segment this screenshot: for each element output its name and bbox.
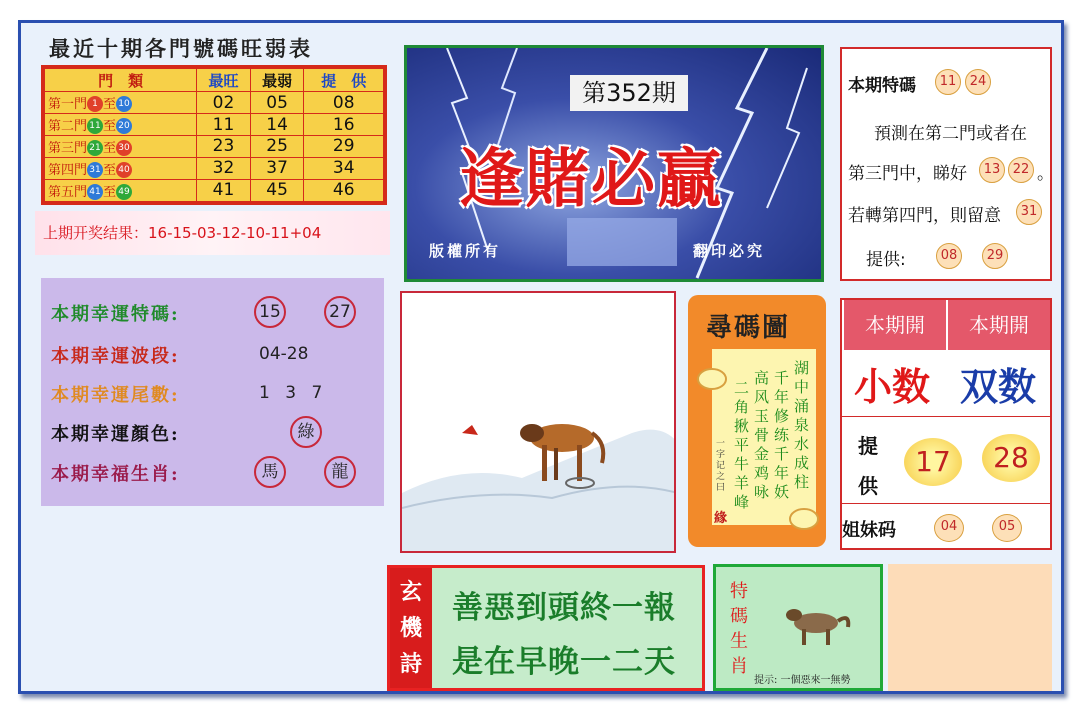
lucky-wave-label: 本期幸運波段: (51, 346, 180, 367)
code-ball: 22 (1008, 157, 1034, 183)
door-name: 第二門 (48, 118, 88, 134)
hot-cell: 23 (197, 136, 251, 158)
scroll-note: 一字记之曰 (716, 439, 726, 493)
poster-frame (18, 20, 1064, 694)
number-ball: 41 (87, 184, 103, 200)
lucky-zodiac-ball: 馬 (254, 456, 286, 488)
dog-illustration (400, 291, 676, 553)
hot-cell: 11 (197, 114, 251, 136)
table-title: 最近十期各門號碼旺弱表 (49, 36, 313, 61)
sister-ball: 05 (992, 514, 1022, 542)
table-row (45, 179, 384, 201)
header-cold: 最弱 (250, 69, 304, 92)
code-ball: 24 (965, 69, 991, 95)
offer-cell: 29 (304, 136, 384, 158)
copyright-note: 版權所有 (429, 242, 502, 260)
code-ball: 29 (982, 243, 1008, 269)
header-hot: 最旺 (197, 69, 251, 92)
code-ball: 11 (935, 69, 961, 95)
header-door: 門 類 (45, 69, 197, 92)
lucky-tail-value: 1 3 7 (259, 383, 328, 403)
mystic-poem (387, 565, 705, 691)
blurred-area (567, 218, 677, 266)
hot-cell: 32 (197, 157, 251, 179)
offer-cell: 46 (304, 179, 384, 201)
prediction-box (840, 47, 1052, 281)
number-ball: 20 (116, 118, 132, 134)
lucky-zodiac-ball: 龍 (324, 456, 356, 488)
code-seek-scroll (686, 293, 828, 549)
lucky-special-ball: 27 (324, 296, 356, 328)
door-stats-table (41, 65, 387, 205)
dog-scene-graphic (402, 293, 676, 553)
to-label: 至 (103, 118, 117, 134)
lucky-zodiac-label: 本期幸福生肖: (51, 464, 180, 485)
lucky-panel (41, 278, 384, 506)
door-name: 第五門 (48, 184, 88, 200)
special-zodiac-box (713, 564, 883, 691)
poem-side-label: 玄機詩 (390, 568, 432, 688)
special-code-label: 本期特碼 (848, 76, 916, 96)
cold-cell: 05 (250, 92, 304, 114)
result-parity: 双数 (960, 364, 1037, 409)
lucky-tail-label: 本期幸運尾數: (51, 385, 180, 406)
door-cell (45, 92, 197, 114)
last-result: 上期开奖结果：16-15-03-12-10-11+04 (35, 211, 390, 255)
prediction-line-2-end: 。 (1037, 164, 1054, 184)
offer-ball: 28 (982, 434, 1040, 482)
offer-ball: 17 (904, 438, 962, 486)
table-row (45, 114, 384, 136)
header-offer: 提 供 (304, 69, 384, 92)
number-ball: 40 (116, 162, 132, 178)
number-ball: 1 (87, 96, 103, 112)
number-ball: 10 (116, 96, 132, 112)
poem-line-1: 善惡到頭終一報 (452, 590, 676, 626)
offer-cell: 16 (304, 114, 384, 136)
scroll-title: 尋碼圖 (706, 313, 791, 343)
number-ball: 21 (87, 140, 103, 156)
special-zodiac-label: 特碼生肖 (730, 581, 748, 677)
prediction-line-1: 預測在第二門或者在 (874, 124, 1027, 144)
number-ball: 49 (116, 184, 132, 200)
door-name: 第四門 (48, 162, 88, 178)
title-banner (404, 45, 824, 282)
code-ball: 31 (1016, 199, 1042, 225)
no-reprint-note: 翻印必究 (693, 242, 766, 260)
number-ball: 11 (87, 118, 103, 134)
prediction-line-3: 若轉第四門，則留意 (848, 206, 1001, 226)
door-cell (45, 179, 197, 201)
sister-ball: 04 (934, 514, 964, 542)
lucky-color-ball: 綠 (290, 416, 322, 448)
sister-code-label: 姐妹码 (842, 520, 896, 541)
cold-cell: 37 (250, 157, 304, 179)
table-row (45, 157, 384, 179)
table-header-row (45, 69, 384, 92)
door-name: 第三門 (48, 140, 88, 156)
code-ball: 13 (979, 157, 1005, 183)
hot-cell: 02 (197, 92, 251, 114)
result-size: 小数 (854, 364, 931, 409)
lucky-special-ball: 15 (254, 296, 286, 328)
prediction-line-2: 第三門中，睇好 (848, 164, 967, 184)
code-ball: 08 (936, 243, 962, 269)
offer-label: 提供: (866, 250, 906, 270)
to-label: 至 (103, 96, 117, 112)
table-row (45, 92, 384, 114)
offer-cell: 08 (304, 92, 384, 114)
wolf-icon (776, 593, 856, 653)
to-label: 至 (103, 184, 117, 200)
door-cell (45, 157, 197, 179)
special-hint: 提示: 一個惡來一無勢 (754, 675, 851, 686)
door-name: 第一門 (48, 96, 88, 112)
draw-result-box (840, 298, 1052, 550)
offer-cell: 34 (304, 157, 384, 179)
scroll-column: 高风玉骨金鸡咏 (754, 369, 770, 501)
to-label: 至 (103, 140, 117, 156)
open-header: 本期開 (948, 300, 1050, 350)
issue-number: 第352期 (570, 75, 688, 111)
poem-line-2: 是在早晚一二天 (452, 644, 676, 680)
to-label: 至 (103, 162, 117, 178)
door-cell (45, 136, 197, 158)
scroll-column: 湖中涌泉水成柱 (794, 359, 810, 491)
open-header: 本期開 (844, 300, 946, 350)
cold-cell: 14 (250, 114, 304, 136)
banner-slogan: 逢賭必贏 (459, 142, 723, 217)
scroll-answer: 緣 (714, 511, 728, 526)
number-ball: 31 (87, 162, 103, 178)
offer-label: 提供 (858, 434, 878, 498)
lucky-color-label: 本期幸運顏色: (51, 424, 180, 445)
table-row (45, 136, 384, 158)
cold-cell: 45 (250, 179, 304, 201)
door-cell (45, 114, 197, 136)
hot-cell: 41 (197, 179, 251, 201)
scroll-column: 二角揪平牛羊峰 (734, 379, 750, 511)
number-ball: 30 (116, 140, 132, 156)
scroll-column: 千年修练千年妖 (774, 369, 790, 501)
lucky-wave-value: 04-28 (259, 344, 309, 364)
lucky-special-label: 本期幸運特碼: (51, 304, 180, 325)
blank-panel (888, 564, 1052, 691)
cold-cell: 25 (250, 136, 304, 158)
